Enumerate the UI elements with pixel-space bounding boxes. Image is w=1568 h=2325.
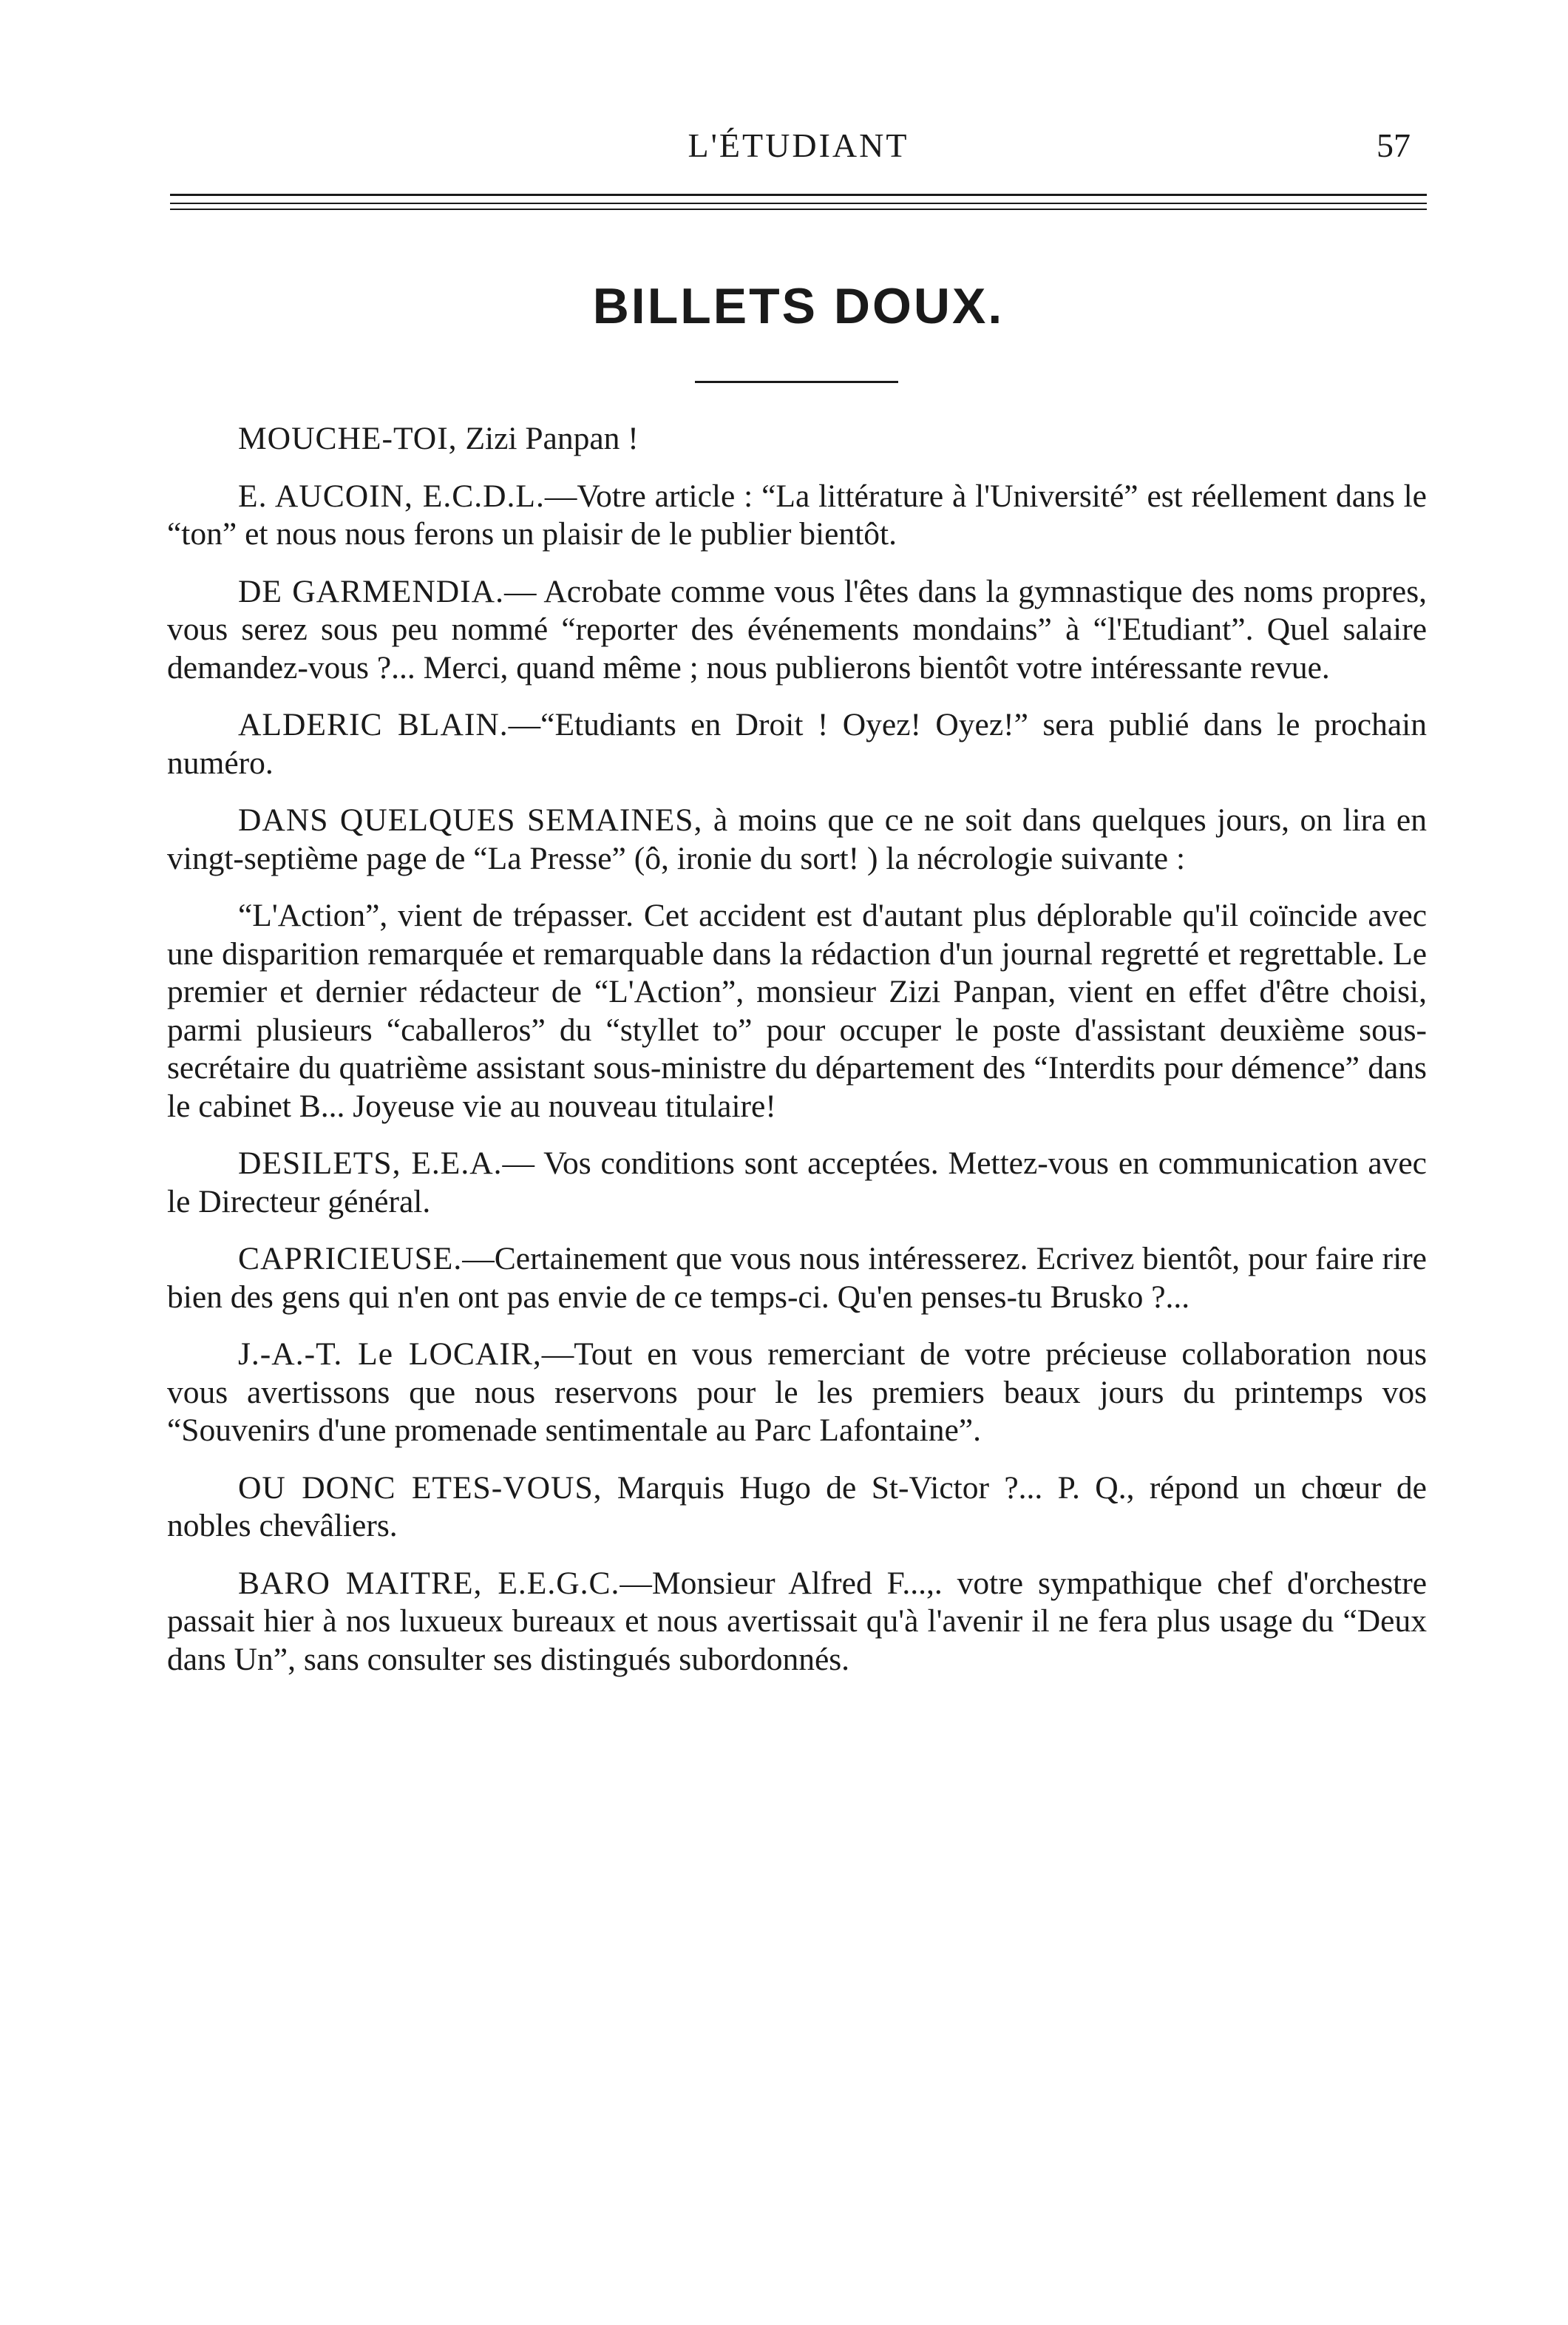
title-underline [695,381,898,383]
header-rule-bottom [170,209,1427,210]
section-title: BILLETS DOUX. [592,278,1005,334]
note-text: — Acrobate comme vous l'êtes dans la gymnastique des noms propres, vous serez sous peu nommé “reporter des événements mondains” à “l'Etudiant”. Quel salaire demandez-vous ?... Merci, quand même ; nous publierons bientôt votre intéressante revue. [167,573,1427,686]
note-addressee: E. AUCOIN, E.C.D.L. [238,478,545,514]
page-number: 57 [1377,126,1411,164]
note-text: —Certainement que vous nous intéresserez. Ecrivez bientôt, pour faire rire bien des gens qui n'en ont pas envie de ce temps-ci. Qu'en penses-tu Brusko ?... [167,1241,1427,1315]
note-text: —“Etudiants en Droit ! Oyez! Oyez!” sera publié dans le prochain numéro. [167,707,1427,781]
note-addressee: OU DONC ETES-VOUS, [238,1469,603,1506]
note-paragraph-desilets [167,1145,1427,1221]
note-text: —Monsieur Alfred F...,. votre sympathique chef d'orchestre passait hier à nos luxueux bureaux et nous avertissait qu'à l'avenir il ne fera plus usage du “Deux dans Un”, sans consulter ses distingués subordonnés. [167,1565,1427,1677]
running-head [170,126,1427,170]
running-title: L'ÉTUDIANT [688,126,909,164]
note-paragraph-locair [167,1336,1427,1450]
note-text: Zizi Panpan ! [457,421,639,456]
note-addressee: DANS QUELQUES SEMAINES, [238,802,703,838]
note-addressee: BARO MAITRE, E.E.G.C. [238,1565,620,1601]
note-text: “L'Action”, vient de trépasser. Cet accident est d'autant plus déplorable qu'il coïncide avec une disparition remarquée et remarquable dans la rédaction d'un journal regretté et regrettable. Le premier et dernier rédacteur de “L'Action”, monsieur Zizi Panpan, vient en effet d'être choisi, parmi plusieurs “caballeros” du “styllet to” pour occuper le poste d'assistant deuxième sous-secrétaire du quatrième assistant sous-ministre du département des “Interdits pour démence” dans le cabinet B... Joyeuse vie au nouveau titulaire! [167,898,1427,1124]
note-addressee: CAPRICIEUSE. [238,1241,463,1276]
header-rule-middle [170,203,1427,204]
note-paragraph-baro-maitre [167,1565,1427,1679]
note-text: à moins que ce ne soit dans quelques jours, on lira en vingt-septième page de “La Presse” (ô, ironie du sort! ) la nécrologie suivante : [167,802,1427,876]
note-text: —Tout en vous remerciant de votre précieuse collaboration nous vous avertissons que nous reservons pour le les premiers beaux jours du printemps vos “Souvenirs d'une promenade sentimentale au Parc Lafontaine”. [167,1336,1427,1448]
note-text: — Vos conditions sont acceptées. Mettez-vous en communication avec le Directeur général. [167,1145,1427,1219]
header-rule-top [170,194,1427,196]
note-paragraph-capricieuse [167,1240,1427,1316]
note-paragraph-garmendia [167,573,1427,688]
note-paragraph-aucoin [167,478,1427,554]
note-text: Marquis Hugo de St-Victor ?... P. Q., répond un chœur de nobles chevâliers. [167,1469,1427,1543]
note-paragraph-obituary [167,897,1427,1126]
note-addressee: MOUCHE-TOI, [238,421,458,456]
notes-list [167,420,1427,1698]
note-addressee: DESILETS, E.E.A. [238,1145,503,1181]
note-addressee: ALDERIC BLAIN. [238,707,509,742]
note-addressee: J.-A.-T. Le LOCAIR, [238,1336,542,1372]
note-text: —Votre article : “La littérature à l'Université” est réellement dans le “ton” et nous nous ferons un plaisir de le publier bientôt. [167,478,1427,552]
note-addressee: DE GARMENDIA. [238,573,504,609]
note-paragraph-dans-quelques-semaines [167,802,1427,878]
note-paragraph-blain [167,706,1427,782]
note-paragraph-mouche-toi [167,420,1427,458]
note-paragraph-ou-donc [167,1469,1427,1546]
